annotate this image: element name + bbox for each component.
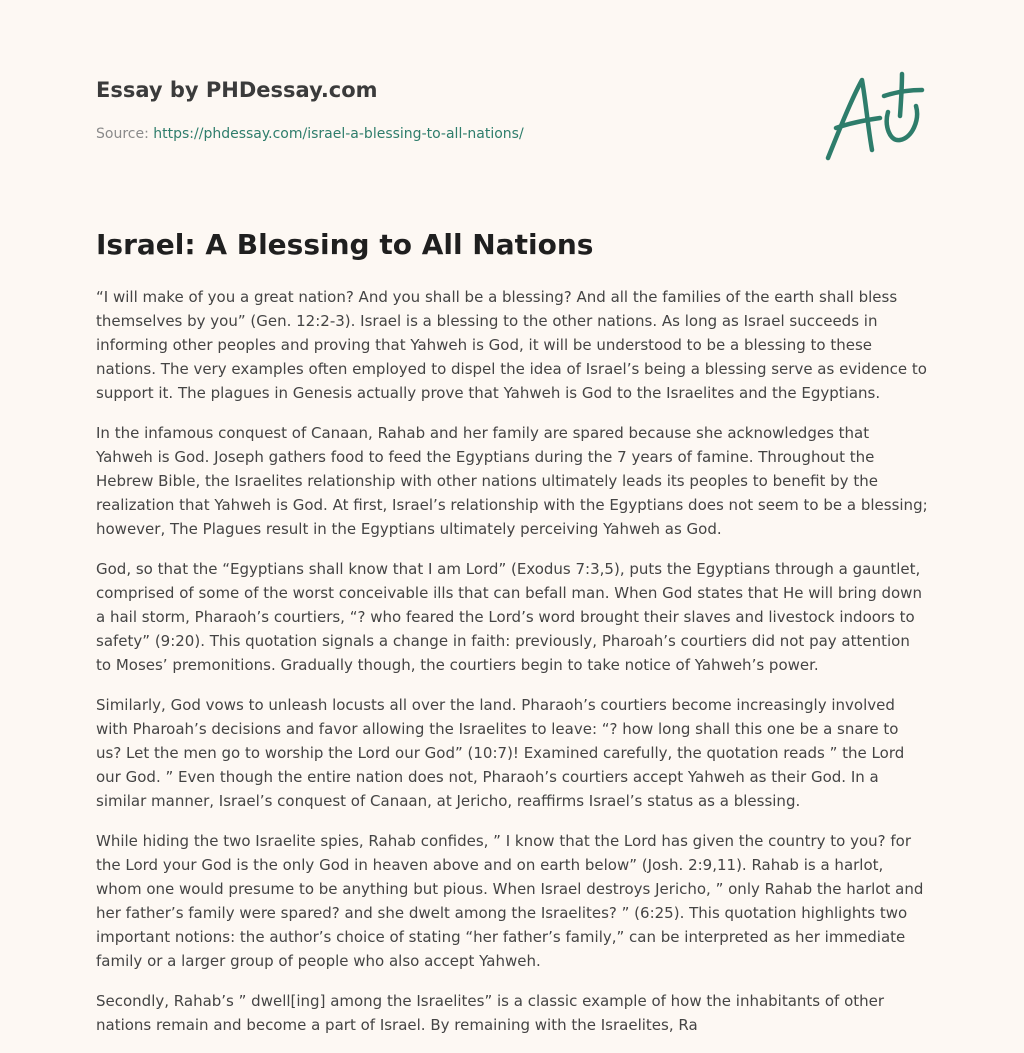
a-plus-grade-icon bbox=[822, 68, 926, 164]
source-link[interactable]: https://phdessay.com/israel-a-blessing-to-all-nations/ bbox=[153, 126, 524, 142]
essay-title: Israel: A Blessing to All Nations bbox=[96, 228, 594, 261]
paragraph: “I will make of you a great nation? And you shall be a blessing? And all the families of the earth shall bless themselves by you” (Gen. 12:2-3). Israel is a blessing to the other nations. As long as Israel succeeds in informing other peoples and proving that Yahweh is God, it will be understood to be a blessing to these nations. The very examples often employed to dispel the idea of Israel’s being a blessing serve as evidence to support it. The plagues in Genesis actually prove that Yahweh is God to the Israelites and the Egyptians. bbox=[96, 288, 927, 402]
paragraph: Similarly, God vows to unleash locusts all over the land. Pharaoh’s courtiers become increasingly involved with Pharoah’s decisions and favor allowing the Israelites to leave: “? how long shall this one be a snare to us? Let the men go to worship the Lord our God” (10:7)! Examined carefully, the quotation reads ” the Lord our God. ” Even though the entire nation does not, Pharaoh’s courtiers accept Yahweh as their God. In a similar manner, Israel’s conquest of Canaan, at Jericho, reaffirms Israel’s status as a blessing. bbox=[96, 696, 905, 810]
paragraph: While hiding the two Israelite spies, Rahab confides, ” I know that the Lord has given the country to you? for the Lord your God is the only God in heaven above and on earth below” (Josh. 2:9,11). Rahab is a harlot, whom one would presume to be anything but pious. When Israel destroys Jericho, ” only Rahab the harlot and her father’s family were spared? and she dwelt among the Israelites? ” (6:25). This quotation highlights two important notions: the author’s choice of stating “her father’s family,” can be interpreted as her immediate family or a larger group of people who also accept Yahweh. bbox=[96, 832, 924, 970]
header bbox=[96, 76, 796, 144]
paragraph: Secondly, Rahab’s ” dwell[ing] among the Israelites” is a classic example of how the inhabitants of other nations remain and become a part of Israel. By remaining with the Israelites, Ra bbox=[96, 992, 885, 1034]
paragraph: God, so that the “Egyptians shall know that I am Lord” (Exodus 7:3,5), puts the Egyptians through a gauntlet, comprised of some of the worst conceivable ills that can befall man. When God states that He will bring down a hail storm, Pharaoh’s courtiers, “? who feared the Lord’s word brought their slaves and livestock indoors to safety” (9:20). This quotation signals a change in faith: previously, Pharoah’s courtiers did not pay attention to Moses’ premonitions. Gradually though, the courtiers begin to take notice of Yahweh’s power. bbox=[96, 560, 922, 674]
source-line bbox=[96, 124, 796, 144]
site-brand: Essay by PHDessay.com bbox=[96, 78, 378, 102]
source-label: Source: bbox=[96, 126, 149, 142]
paragraph: In the infamous conquest of Canaan, Rahab and her family are spared because she acknowledges that Yahweh is God. Joseph gathers food to feed the Egyptians during the 7 years of famine. Throughout the Hebrew Bible, the Israelites relationship with other nations ultimately leads its peoples to benefit by the realization that Yahweh is God. At first, Israel’s relationship with the Egyptians does not seem to be a blessing; however, The Plagues result in the Egyptians ultimately perceiving Yahweh as God. bbox=[96, 424, 928, 538]
essay-body bbox=[96, 285, 928, 1053]
